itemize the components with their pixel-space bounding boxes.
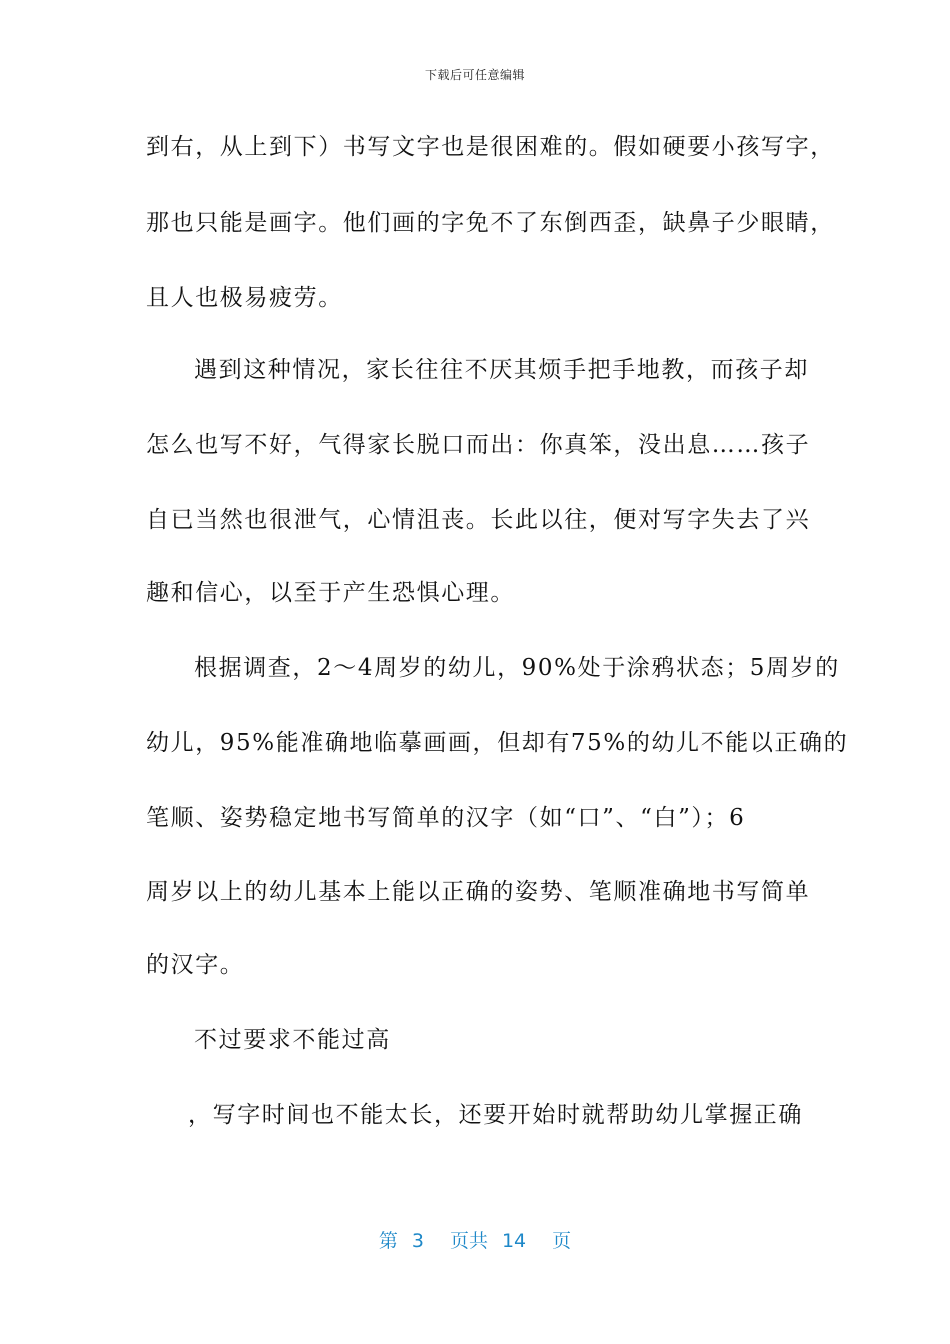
paragraph-start-line: 不过要求不能过高 [194, 1027, 391, 1053]
total-pages-number: 14 [501, 1230, 527, 1252]
text-line: 的汉字。 [146, 952, 245, 978]
text-line: 幼儿，95%能准确地临摹画画，但却有75%的幼儿不能以正确的 [146, 730, 849, 756]
text-line: 周岁以上的幼儿基本上能以正确的姿势、笔顺准确地书写简单 [146, 879, 811, 905]
text-line: 自已当然也很泄气，心情沮丧。长此以往，便对写字失去了兴 [146, 507, 811, 533]
page-footer [0, 1226, 950, 1253]
text-line: 趣和信心，以至于产生恐惧心理。 [146, 580, 515, 606]
text-line: 笔顺、姿势稳定地书写简单的汉字（如“口”、“白”）；6 [146, 805, 746, 831]
current-page-number: 3 [411, 1230, 424, 1252]
text-line: 到右，从上到下）书写文字也是很困难的。假如硬要小孩写字， [146, 134, 835, 160]
footer-suffix: 页 [552, 1230, 572, 1252]
footer-middle: 页共 [449, 1230, 488, 1252]
paragraph-start-line: 根据调查，2～4周岁的幼儿，90%处于涂鸦状态；5周岁的 [194, 655, 840, 681]
paragraph-start-line: 遇到这种情况，家长往往不厌其烦手把手地教，而孩子却 [194, 357, 809, 383]
text-line: ，写字时间也不能太长，还要开始时就帮助幼儿掌握正确 [188, 1102, 803, 1128]
text-line: 且人也极易疲劳。 [146, 285, 343, 311]
footer-prefix: 第 [378, 1230, 398, 1252]
text-line: 怎么也写不好，气得家长脱口而出：你真笨，没出息……孩子 [146, 432, 811, 458]
page-header: 下载后可任意编辑 [424, 68, 525, 82]
text-line: 那也只能是画字。他们画的字免不了东倒西歪，缺鼻子少眼睛， [146, 210, 835, 236]
